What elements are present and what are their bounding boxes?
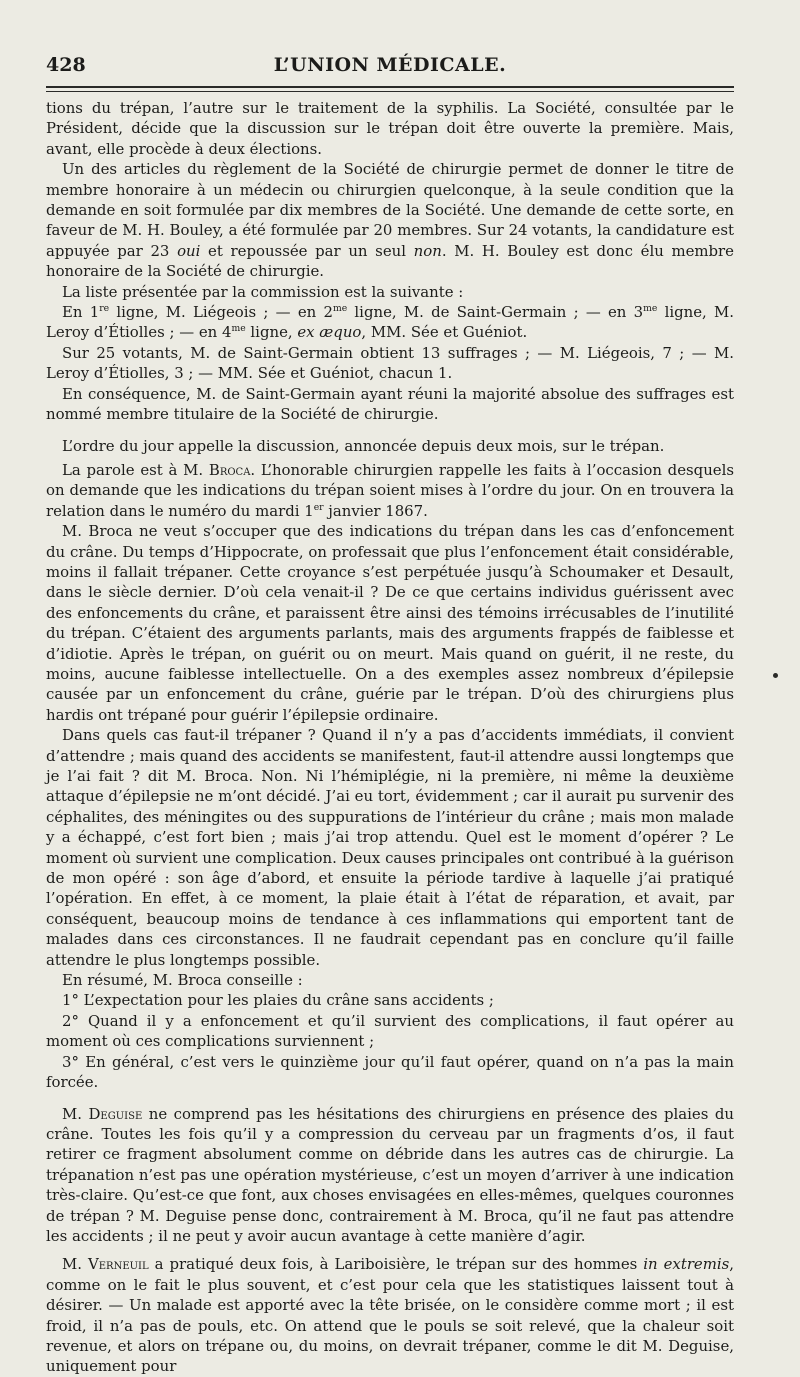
paragraph-votes: Sur 25 votants, M. de Saint-Germain obtient 13 suffrages ; — M. Liégeois, 7 ; — M. Leroy d’Étiolles, 3 ; — MM. Sée et Guéniot, chacun 1. [46, 343, 734, 383]
list-item-2: 2° Quand il y a enfoncement et qu’il survient des complications, il faut opérer au moment où ces complications surviennent ; [46, 1011, 734, 1051]
header-rule-thick [46, 86, 734, 88]
paragraph-consequence: En conséquence, M. de Saint-Germain ayant réuni la majorité absolue des suffrages est nommé membre titulaire de la Société de chirurgie. [46, 384, 734, 424]
paragraph-verneuil: M. Verneuil a pratiqué deux fois, à Lariboisière, le trépan sur des hommes in extremis, comme on le fait le plus souvent, et c’est pour cela que les statistiques laissent tout à désirer. — Un malade est apporté avec la tête brisée, on le considère comme mort ; il est froid, il n’a pas de pouls, etc. On attend que le pouls se soit relevé, que la chaleur soit revenue, et alors on trépane ou, du moins, on devrait trépaner, comme le dit M. Deguise, uniquement pour [46, 1255, 735, 1376]
page-number: 428 [46, 54, 86, 76]
list-item-1: 1° L’expectation pour les plaies du crâne sans accidents ; [62, 991, 494, 1010]
paragraph-trepan-intro: tions du trépan, l’autre sur le traitement de la syphilis. La Société, consultée par le Président, décide que la discussion sur le trépan doit être ouverte la première. Mais, avant, elle procède à deux élections. [46, 99, 734, 158]
paragraph-deguise: M. Deguise ne comprend pas les hésitations des chirurgiens en présence des plaies du crâne. Toutes les fois qu’il y a compression du cerveau par un fragments d’os, il faut retirer ce fragment absolument comme on débride dans les autres cas de chirurgie. La trépanation n’est pas une opération mystérieuse, c’est un moyen d’arriver à une indication très-claire. Qu’est-ce que font, aux choses envisagées en elles-mêmes, quelques couronnes de trépan ? M. Deguise pense donc, contrairement à M. Broca, qu’il ne faut pas attendre les accidents ; il ne peut y avoir aucun avantage à cette manière d’agir. [46, 1104, 734, 1245]
paragraph-resume: En résumé, M. Broca conseille : [62, 971, 303, 990]
article-body [46, 98, 734, 1377]
paragraph-parole-broca: La parole est à M. Broca. L’honorable chirurgien rappelle les faits à l’occasion desquels on demande que les indications du trépan soient mises à l’ordre du jour. On en trouvera la relation dans le numéro du mardi 1er janvier 1867. [46, 460, 734, 520]
paragraph-liste: La liste présentée par la commission est la suivante : [62, 282, 464, 301]
paragraph-quand-trepaner: Dans quels cas faut-il trépaner ? Quand il n’y a pas d’accidents immédiats, il convient d’attendre ; mais quand des accidents se manifestent, faut-il attendre aussi longtemps que je l’ai fait ? dit M. Broca. Non. Ni l’hémiplégie, ni la première, ni même la deuxième attaque d’épilepsie ne m’ont décidé. J’ai eu tort, évidemment ; car il aurait pu survenir des céphalites, des méningites ou des suppurations de l’intérieur du crâne ; mais mon malade y a échappé, c’est fort bien ; mais j’ai trop attendu. Quel est le moment d’opérer ? Le moment où survient une complication. Deux causes principales ont contribué à la guérison de mon opéré : son âge d’abord, et ensuite la période tardive à laquelle j’ai pratiqué l’opération. En effet, à ce moment, la plaie était à l’état de réparation, et avait, par conséquent, beaucoup moins de tendance à ces inflammations qui emportent tant de malades dans ces circonstances. Il ne faudrait cependant pas en conclure qu’il faille attendre le plus longtemps possible. [46, 726, 734, 969]
header-rule-thin [46, 91, 734, 92]
running-title: L’UNION MÉDICALE. [273, 54, 507, 76]
paragraph-ordre-du-jour: L’ordre du jour appelle la discussion, annoncée depuis deux mois, sur le trépan. [62, 436, 665, 455]
list-item-3: 3° En général, c’est vers le quinzième jour qu’il faut opérer, quand on n’a pas la main forcée. [46, 1052, 734, 1092]
paragraph-membre-honoraire: Un des articles du règlement de la Société de chirurgie permet de donner le titre de membre honoraire à un médecin ou chirurgien quelconque, à la seule condition que la demande en soit formulée par dix membres de la Société. Une demande de cette sorte, en faveur de M. H. Bouley, a été formulée par 20 membres. Sur 24 votants, la candidature est appuyée par 23 oui et repoussée par un seul non. M. H. Bouley est donc élu membre honoraire de la Société de chirurgie. [46, 160, 734, 281]
margin-mark [773, 673, 778, 678]
paragraph-broca-indications: M. Broca ne veut s’occuper que des indications du trépan dans les cas d’enfoncement du crâne. Du temps d’Hippocrate, on professait que plus l’enfoncement était considérable, moins il fallait trépaner. Cette croyance s’est perpétuée jusqu’à Schoumaker et Desault, dans le siècle dernier. D’où cela venait-il ? De ce que certains individus guérissent avec des enfoncements du crâne, et paraissent être ainsi des témoins irrécusables de l’inutilité du trépan. C’étaient des arguments parlants, mais des arguments frappés de faiblesse et d’idiotie. Après le trépan, on guérit ou on meurt. Mais quand on guérit, il ne reste, du moins, aucune faiblesse intellectuelle. On a des exemples assez nombreux d’épilepsie causée par un enfoncement du crâne, guérie par le trépan. D’où des chirurgiens plus hardis ont trépané pour guérir l’épilepsie ordinaire. [46, 522, 734, 724]
page-header [46, 54, 734, 80]
paragraph-lignes: En 1re ligne, M. Liégeois ; — en $2^{me}$ ligne, M. de Saint-Germain ; — en $3^{me}$ ligne, M. Leroy d’Étiolles ; — en $4^{me}$ ligne, ex æquo, MM. Sée et Guéniot. [46, 303, 734, 342]
